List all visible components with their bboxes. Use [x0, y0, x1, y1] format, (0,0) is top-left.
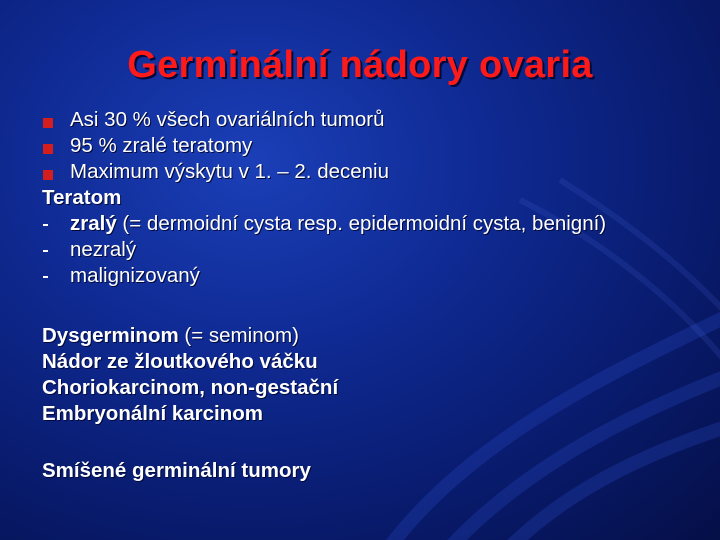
tumor-line: Embryonální karcinom	[42, 402, 264, 425]
square-bullet-icon	[42, 133, 70, 159]
bullet-text: 95 % zralé teratomy	[70, 134, 253, 157]
square-bullet-icon	[42, 159, 70, 185]
bullet-item	[42, 159, 682, 185]
teratom-item	[42, 263, 682, 289]
spacer	[42, 289, 682, 323]
bullet-text: Asi 30 % všech ovariálních tumorů	[70, 108, 385, 131]
teratom-item	[42, 211, 682, 237]
teratom-heading: Teratom	[42, 186, 122, 209]
dash-bullet-icon	[42, 237, 70, 263]
tumor-line: Nádor ze žloutkového váčku	[42, 350, 318, 373]
mixed-tumors-line: Smíšené germinální tumory	[42, 459, 311, 482]
teratom-item	[42, 237, 682, 263]
teratom-item-text: nezralý	[70, 238, 137, 261]
slide-body	[42, 107, 682, 484]
bullet-text: Maximum výskytu v 1. – 2. deceniu	[70, 160, 390, 183]
teratom-item-rest: (= dermoidní cysta resp. epidermoidní cysta, benigní)	[116, 212, 607, 235]
teratom-item-text: malignizovaný	[70, 264, 200, 287]
bullet-item	[42, 133, 682, 159]
dysgerminom-bold: Dysgerminom	[42, 324, 179, 347]
teratom-item-text	[70, 211, 606, 237]
square-bullet-icon	[42, 107, 70, 133]
tumor-line: Choriokarcinom, non-gestační	[42, 376, 339, 399]
bullet-item	[42, 107, 682, 133]
dysgerminom-rest: (= seminom)	[178, 324, 299, 347]
teratom-item-bold: zralý	[70, 212, 117, 235]
dysgerminom-line	[42, 323, 682, 349]
dash-bullet-icon	[42, 263, 70, 289]
slide-title: Germinální nádory ovaria	[127, 44, 593, 86]
spacer	[42, 427, 682, 458]
dash-bullet-icon	[42, 211, 70, 237]
